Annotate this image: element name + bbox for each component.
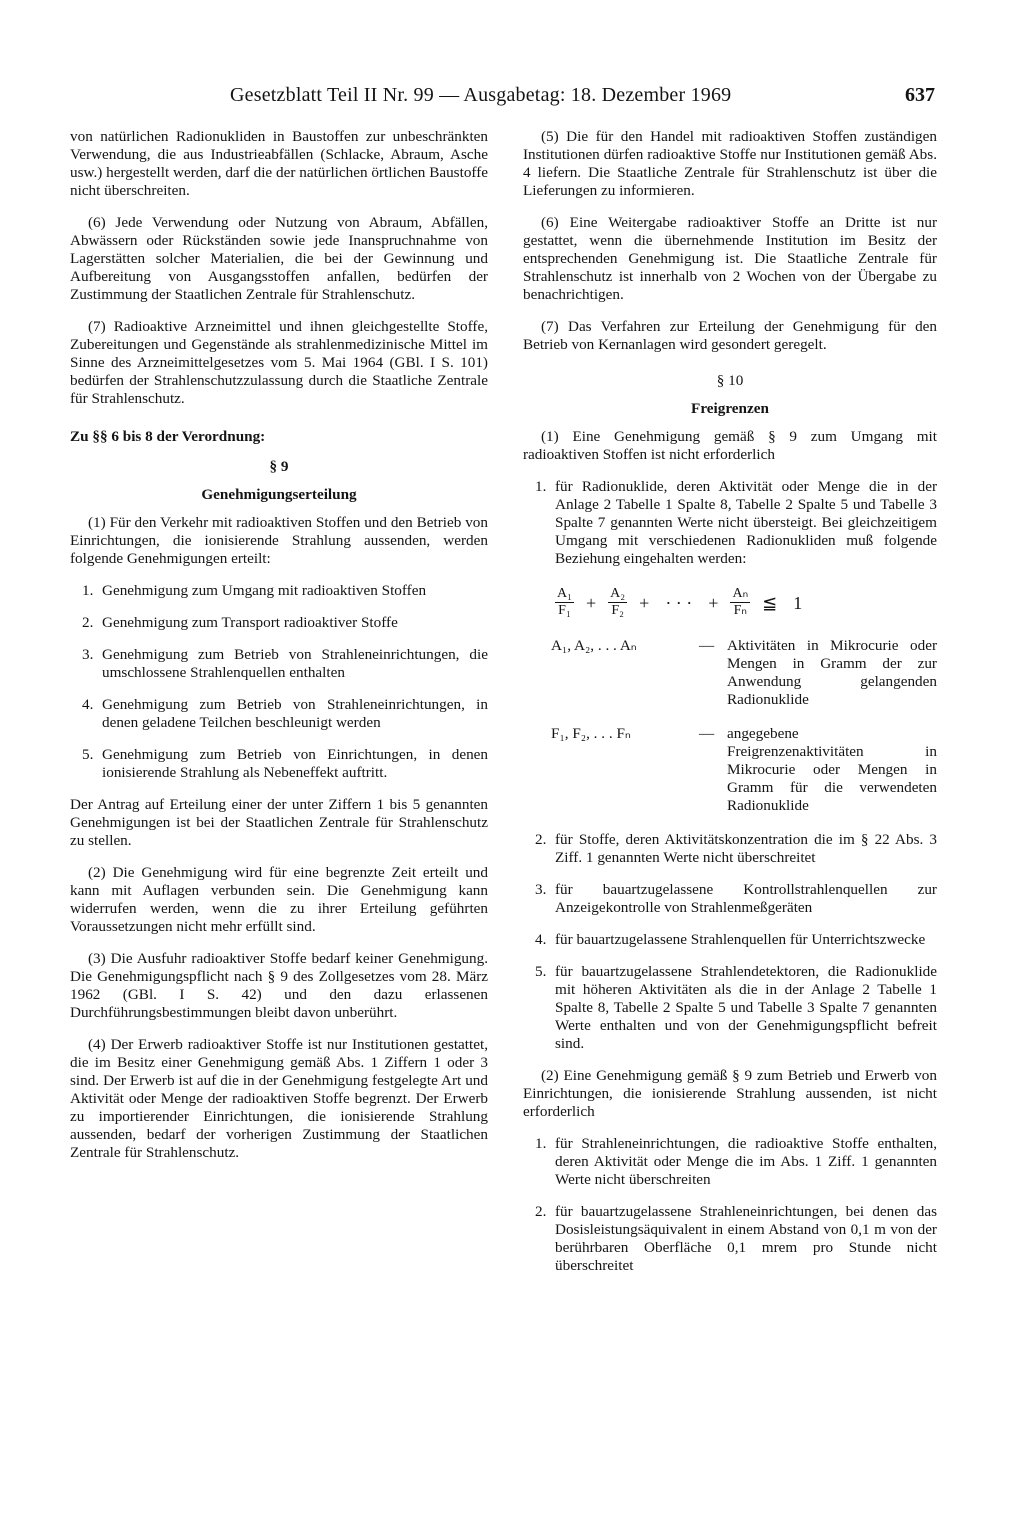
- section-number: § 10: [716, 372, 744, 389]
- paragraph: (1) Für den Verkehr mit radioaktiven Stoffen und den Betrieb von Einrichtungen, die ionisierende Strahlung aussenden, werden folgende Genehmigungen erteilt:: [70, 514, 488, 567]
- fraction: [555, 586, 574, 619]
- list-item: [523, 881, 937, 917]
- list-text: für bauartzugelassene Kontrollstrahlenquellen zur Anzeigekontrolle von Strahlenmeßgeräten: [555, 881, 937, 916]
- section-title: Freigrenzen: [691, 400, 769, 417]
- list-item: [523, 1203, 937, 1275]
- list-item: [70, 696, 488, 732]
- paragraph: (7) Radioaktive Arzneimittel und ihnen gleichgestellte Stoffe, Zubereitungen und Gegenstände als strahlenmedizinische Mittel im Sinne des Arzneimittelgesetzes vom 5. Mai 1964 (GBl. I S. 101) bedürfen der Strahlenschutzzulassung durch die Staatliche Zentrale für Strahlenschutz.: [70, 318, 488, 407]
- denominator: Fₙ: [733, 603, 747, 618]
- less-equal-sign: ≦: [762, 592, 778, 613]
- list-number: 2.: [82, 614, 94, 631]
- paragraph: (4) Der Erwerb radioaktiver Stoffe ist nur Institutionen gestattet, die im Besitz einer Genehmigung gemäß Abs. 1 Ziffern 1 oder 3 sind. Der Erwerb ist auf die in der Genehmigung festgelegte Art und Aktivität oder Menge der radioaktiven Stoffe begrenzt. Der Erwerb zu importierender Einrichtungen, die ionisierende Strahlung aussenden, bedarf der vorherigen Zustimmung der Staatlichen Zentrale für Strahlenschutz.: [70, 1036, 488, 1161]
- formula-one: 1: [793, 592, 803, 613]
- exemption-list-b: [523, 1135, 937, 1275]
- right-column: [523, 128, 937, 1289]
- section-intro: Zu §§ 6 bis 8 der Verordnung:: [70, 428, 266, 445]
- paragraph: (2) Die Genehmigung wird für eine begrenzte Zeit erteilt und kann mit Auflagen verbunden sein. Die Genehmigung kann widerrufen werden, wenn die zu ihrer Erteilung geführten Voraussetzungen nicht mehr erfüllt sind.: [70, 864, 488, 935]
- list-text: Genehmigung zum Betrieb von Strahleneinrichtungen, in denen geladene Teilchen beschleunigt werden: [102, 696, 488, 731]
- list-text: Genehmigung zum Betrieb von Strahleneinrichtungen, die umschlossene Strahlenquellen enthalten: [102, 646, 488, 681]
- list-number: 1.: [535, 1135, 547, 1152]
- denominator: F₂: [611, 603, 624, 618]
- list-item: [523, 931, 937, 949]
- ellipsis: · · ·: [665, 592, 693, 613]
- list-item: [70, 582, 488, 600]
- legend-symbol: A₁, A₂, . . . Aₙ: [551, 637, 637, 654]
- permit-list: [70, 582, 488, 782]
- page-number: 637: [905, 84, 935, 106]
- formula-legend: [551, 637, 937, 815]
- list-text: für bauartzugelassene Strahlendetektoren, die Radionuklide mit höheren Aktivitäten als die in der Anlage 2 Tabelle 1 Spalte 8, Tabelle 2 Spalte 5 und Tabelle 3 Spalte 7 genannten Werte enthalten und von der Genehmigungspflicht befreit sind.: [555, 963, 937, 1052]
- paragraph: (5) Die für den Handel mit radioaktiven Stoffen zuständigen Institutionen dürfen radioaktive Stoffe nur Institutionen gemäß Abs. 4 liefern. Die Staatliche Zentrale für Strahlenschutz ist über die Lieferungen zu informieren.: [523, 128, 937, 199]
- legend-dash: —: [699, 637, 715, 654]
- list-number: 2.: [535, 1203, 547, 1220]
- page-header: [230, 84, 935, 112]
- section-number: § 9: [269, 458, 289, 475]
- denominator: F₁: [558, 603, 571, 618]
- list-text: für bauartzugelassene Strahleneinrichtungen, bei denen das Dosisleistungsäquivalent in einem Abstand von 0,1 m von der berührbaren Oberfläche 0,1 mrem pro Stunde nicht überschreitet: [555, 1203, 937, 1274]
- left-column: [70, 128, 488, 1176]
- list-item: [70, 646, 488, 682]
- list-number: 5.: [535, 963, 547, 980]
- paragraph: (7) Das Verfahren zur Erteilung der Genehmigung für den Betrieb von Kernanlagen wird gesondert geregelt.: [523, 318, 937, 353]
- list-text: Genehmigung zum Transport radioaktiver Stoffe: [102, 614, 398, 631]
- paragraph: (3) Die Ausfuhr radioaktiver Stoffe bedarf keiner Genehmigung. Die Genehmigungspflicht nach § 9 des Zollgesetzes vom 28. März 1962 (GBl. I S. 42) und den dazu erlassenen Durchführungsbestimmungen bleibt davon unberührt.: [70, 950, 488, 1021]
- fraction: [608, 586, 627, 619]
- plus-sign: +: [708, 592, 719, 613]
- legend-dash: —: [699, 725, 715, 742]
- numerator: A₁: [557, 586, 572, 601]
- list-text: für Strahleneinrichtungen, die radioaktive Stoffe enthalten, deren Aktivität oder Menge die im Abs. 1 Ziff. 1 genannten Werte nicht überschreiten: [555, 1135, 937, 1188]
- paragraph: Der Antrag auf Erteilung einer der unter Ziffern 1 bis 5 genannten Genehmigungen ist bei der Staatlichen Zentrale für Strahlenschutz zu stellen.: [70, 796, 488, 849]
- list-number: 1.: [82, 582, 94, 599]
- list-number: 2.: [535, 831, 547, 848]
- sum-formula: [551, 586, 937, 619]
- header-title: Gesetzblatt Teil II Nr. 99 — Ausgabetag: 18. Dezember 1969: [230, 84, 732, 106]
- paragraph: (6) Jede Verwendung oder Nutzung von Abraum, Abfällen, Abwässern oder Rückständen sowie jede Inanspruchnahme von Lagerstätten solcher Materialien, die bei der Gewinnung und Aufbereitung von Ausgangsstoffen anfallen, bedürfen der Zustimmung der Staatlichen Zentrale für Strahlenschutz.: [70, 214, 488, 303]
- list-text: für Stoffe, deren Aktivitätskonzentration die im § 22 Abs. 3 Ziff. 1 genannten Werte nicht überschreitet: [555, 831, 937, 866]
- list-item: [523, 963, 937, 1053]
- paragraph: (1) Eine Genehmigung gemäß § 9 zum Umgang mit radioaktiven Stoffen ist nicht erforderlich: [523, 428, 937, 463]
- paragraph: (2) Eine Genehmigung gemäß § 9 zum Betrieb und Erwerb von Einrichtungen, die ionisierende Strahlung aussenden, ist nicht erforderlich: [523, 1067, 937, 1120]
- list-number: 5.: [82, 746, 94, 763]
- plus-sign: +: [639, 592, 650, 613]
- list-text: für bauartzugelassene Strahlenquellen für Unterrichtszwecke: [555, 931, 926, 948]
- list-text: für Radionuklide, deren Aktivität oder Menge die in der Anlage 2 Tabelle 1 Spalte 8, Tabelle 2 Spalte 5 und Tabelle 3 Spalte 7 genannten Werte nicht übersteigt. Bei gleichzeitigem Umgang mit verschiedenen Radionukliden muß folgende Beziehung eingehalten werden:: [555, 478, 937, 567]
- section-title: Genehmigungserteilung: [201, 486, 357, 503]
- list-text: Genehmigung zum Betrieb von Einrichtungen, in denen ionisierende Strahlung als Nebeneffekt auftritt.: [102, 746, 488, 781]
- paragraph: (6) Eine Weitergabe radioaktiver Stoffe an Dritte ist nur gestattet, wenn die übernehmende Institution im Besitz der entsprechenden Genehmigung ist. Die Staatliche Zentrale für Strahlenschutz ist innerhalb von 2 Wochen von der Übergabe zu benachrichtigen.: [523, 214, 937, 303]
- list-item: [523, 1135, 937, 1189]
- list-number: 4.: [82, 696, 94, 713]
- numerator: Aₙ: [732, 586, 749, 601]
- list-number: 4.: [535, 931, 547, 948]
- list-item: [523, 478, 937, 568]
- numerator: A₂: [610, 586, 626, 601]
- plus-sign: +: [586, 592, 597, 613]
- list-item: [70, 614, 488, 632]
- list-number: 1.: [535, 478, 547, 495]
- list-item: [70, 746, 488, 782]
- list-number: 3.: [535, 881, 547, 898]
- fraction: [730, 586, 750, 619]
- legend-definition: angegebene Freigrenzenaktivitäten in Mikrocurie oder Mengen in Gramm für die verwendeten Radionuklide: [727, 725, 937, 814]
- list-item: [523, 831, 937, 867]
- legend-definition: Aktivitäten in Mikrocurie oder Mengen in Gramm der zur Anwendung gelangenden Radionuklide: [727, 637, 937, 708]
- legend-symbol: F₁, F₂, . . . Fₙ: [551, 725, 631, 742]
- paragraph: von natürlichen Radionukliden in Baustoffen zur unbeschränkten Verwendung, die aus Industrieabfällen (Schlacke, Abraum, Asche usw.) hergestellt werden, darf die der natürlichen örtlichen Baustoffe nicht überschreiten.: [70, 128, 488, 199]
- exemption-list-a: [523, 478, 937, 568]
- exemption-list-a-cont: [523, 831, 937, 1053]
- list-text: Genehmigung zum Umgang mit radioaktiven Stoffen: [102, 582, 427, 599]
- list-number: 3.: [82, 646, 94, 663]
